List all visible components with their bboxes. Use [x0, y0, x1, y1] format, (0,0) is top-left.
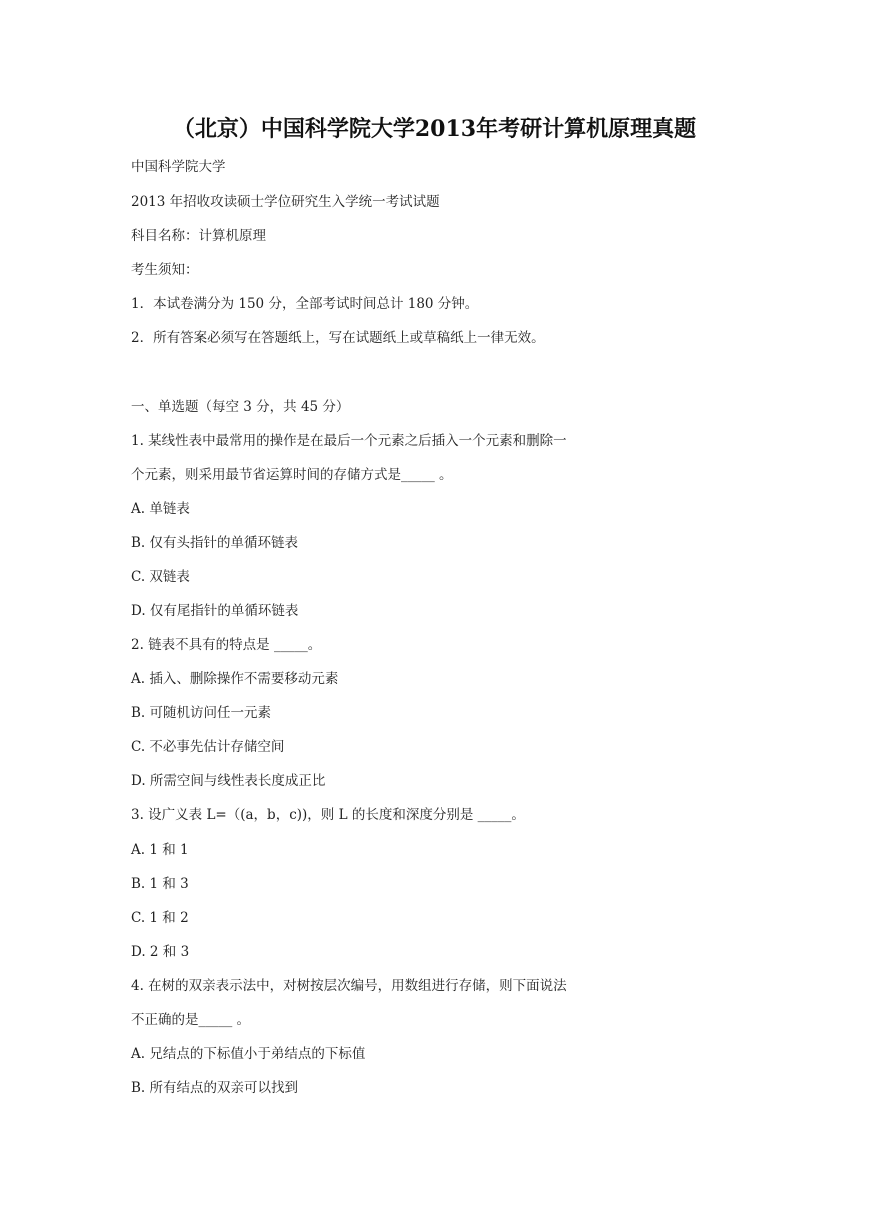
question-3-stem: 3. 设广义表 L=（(a，b，c))，则 L 的长度和深度分别是 _____。 [131, 807, 525, 823]
document-title: （北京）中国科学院大学2013年考研计算机原理真题 [172, 116, 697, 142]
question-2-option-a: A. 插入、删除操作不需要移动元素 [131, 671, 339, 687]
question-2-option-d: D. 所需空间与线性表长度成正比 [131, 773, 326, 789]
question-1-option-d: D. 仅有尾指针的单循环链表 [131, 603, 299, 619]
header-line-rule-1: 1．本试卷满分为 150 分，全部考试时间总计 180 分钟。 [131, 296, 479, 312]
question-3-option-d: D. 2 和 3 [131, 944, 190, 960]
header-line-rule-2: 2．所有答案必须写在答题纸上，写在试题纸上或草稿纸上一律无效。 [131, 330, 545, 346]
question-4-option-a: A. 兄结点的下标值小于弟结点的下标值 [131, 1046, 366, 1062]
question-1-option-c: C. 双链表 [131, 569, 190, 585]
question-1-option-a: A. 单链表 [131, 501, 190, 517]
header-line-exam-name: 2013 年招收攻读硕士学位研究生入学统一考试试题 [131, 194, 440, 210]
header-line-subject: 科目名称：计算机原理 [131, 228, 266, 244]
header-line-university: 中国科学院大学 [131, 159, 226, 175]
question-4-stem-line-2: 不正确的是_____ 。 [131, 1012, 251, 1028]
question-1-option-b: B. 仅有头指针的单循环链表 [131, 535, 299, 551]
question-4-stem-line-1: 4. 在树的双亲表示法中，对树按层次编号，用数组进行存储，则下面说法 [131, 978, 567, 994]
question-2-stem: 2. 链表不具有的特点是 _____。 [131, 637, 322, 653]
header-line-notice: 考生须知： [131, 262, 199, 278]
question-4-option-b: B. 所有结点的双亲可以找到 [131, 1080, 299, 1096]
question-3-option-c: C. 1 和 2 [131, 910, 189, 926]
question-3-option-b: B. 1 和 3 [131, 876, 189, 892]
question-2-option-b: B. 可随机访问任一元素 [131, 705, 272, 721]
question-3-option-a: A. 1 和 1 [131, 842, 189, 858]
question-1-stem-line-2: 个元素，则采用最节省运算时间的存储方式是_____ 。 [131, 467, 453, 483]
question-2-option-c: C. 不必事先估计存储空间 [131, 739, 285, 755]
question-1-stem-line-1: 1. 某线性表中最常用的操作是在最后一个元素之后插入一个元素和删除一 [131, 433, 567, 449]
section-heading: 一、单选题（每空 3 分，共 45 分） [131, 399, 350, 415]
